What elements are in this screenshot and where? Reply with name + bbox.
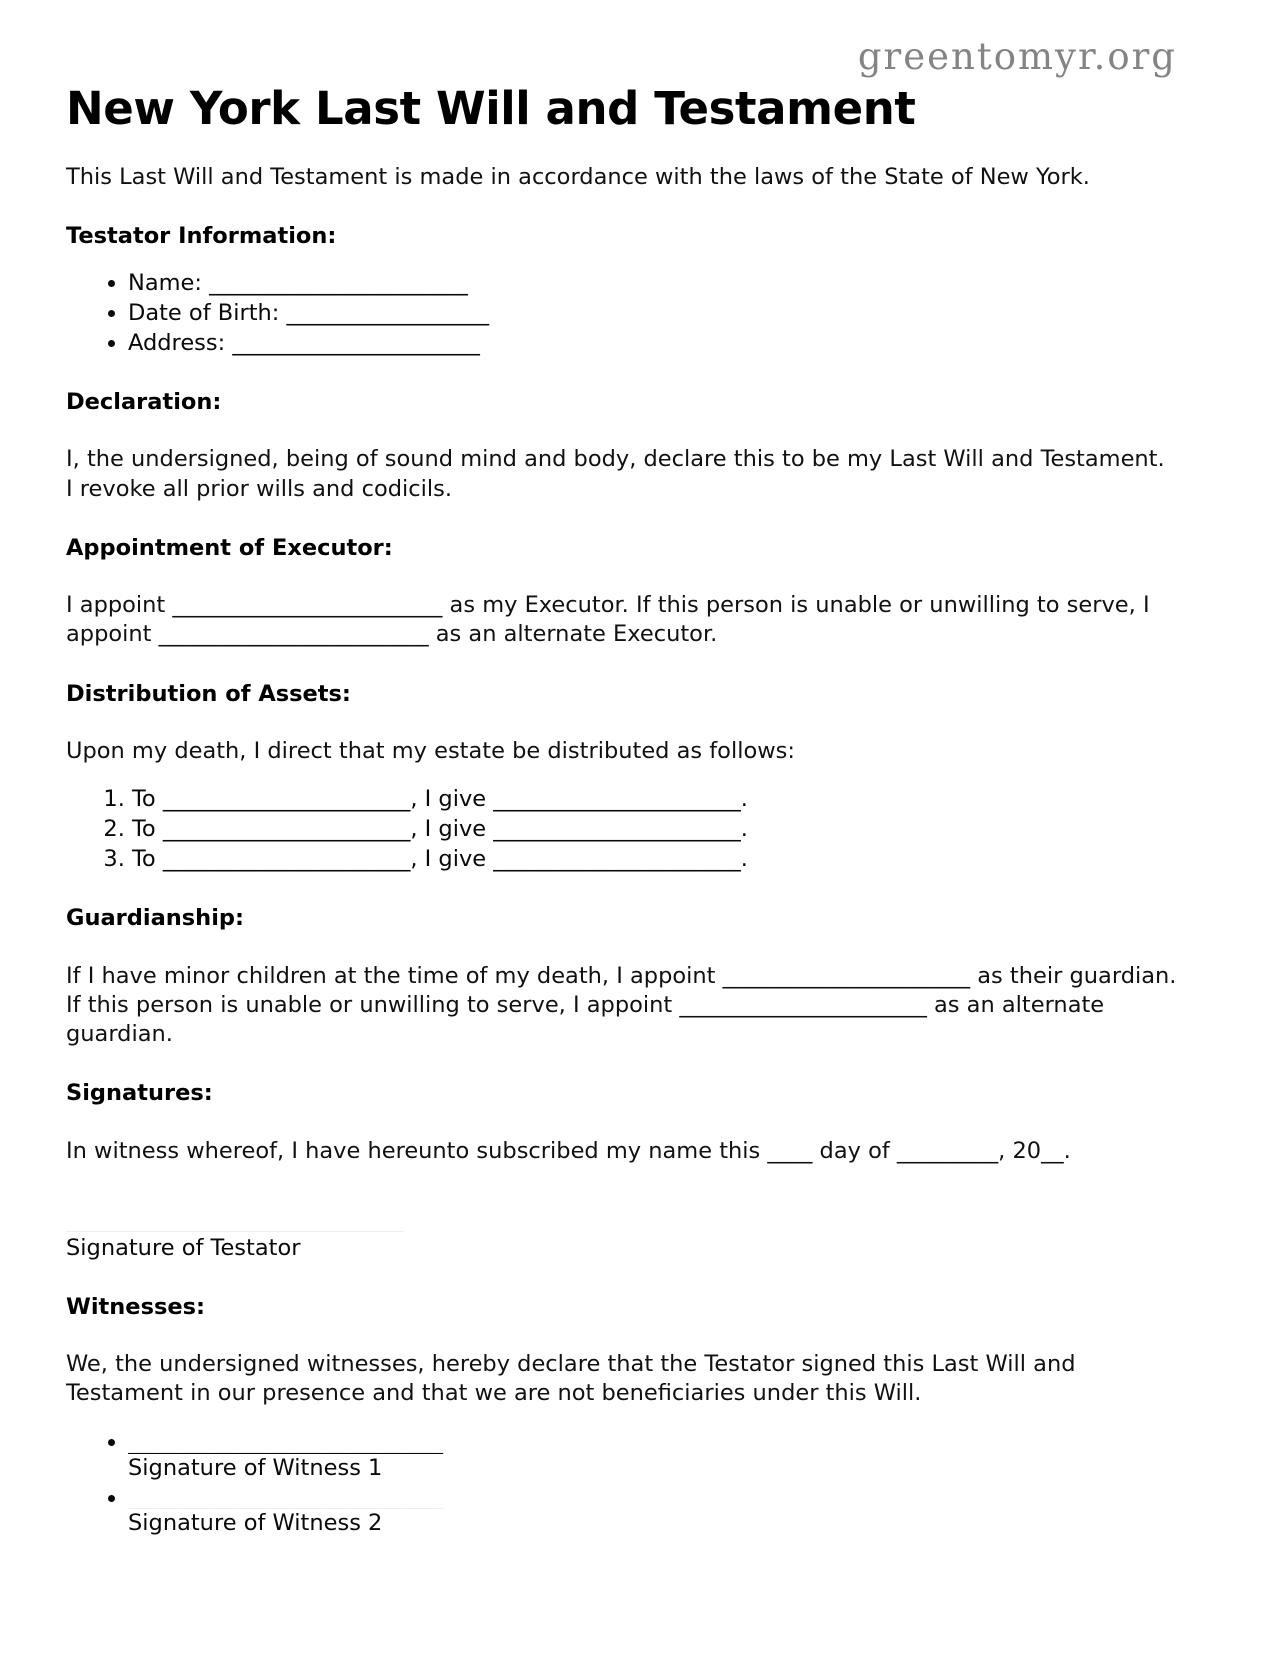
witness-2-signature-caption: Signature of Witness 2 [128,1510,383,1537]
asset-distribution-list [66,784,1177,874]
asset-distribution-entry-2[interactable]: To ______________________, I give ______________________. [132,816,748,843]
asset-distribution-entry-1[interactable]: To ______________________, I give ______________________. [132,786,748,813]
list-item [128,298,1177,328]
list-item [132,844,1177,874]
distribution-paragraph: Upon my death, I direct that my estate be distributed as follows: [66,737,795,764]
testator-signature-line[interactable]: ______________________________ [66,1209,404,1233]
list-item [128,328,1177,358]
section-heading-witnesses: Witnesses: [66,1293,205,1320]
site-watermark: greentomyr.org [857,35,1177,78]
signature-date-paragraph: In witness whereof, I have hereunto subscribed my name this ____ day of _________, 20__. [66,1137,1071,1164]
testator-signature-caption: Signature of Testator [66,1235,301,1262]
witness-1-signature-caption: Signature of Witness 1 [128,1454,383,1481]
section-heading-guardianship: Guardianship: [66,905,245,932]
witness-2-signature-line[interactable]: • ____________________________ [128,1486,443,1510]
list-item [128,268,1177,298]
testator-signature-block [66,1210,1177,1263]
section-heading-declaration: Declaration: [66,389,222,416]
testator-name-field[interactable]: Name: _______________________ [128,269,468,296]
section-heading-signatures: Signatures: [66,1080,213,1107]
witness-signature-list [66,1428,1177,1537]
section-heading-appointment-of-executor: Appointment of Executor: [66,534,393,561]
list-item [132,784,1177,814]
section-heading-testator-information: Testator Information: [66,223,337,250]
list-item [132,814,1177,844]
guardianship-paragraph: If I have minor children at the time of my death, I appoint ______________________ as their guardian. If this person is unable or unwilling to serve, I appoint ______________________ as an alternate guardian. [66,962,1177,1048]
list-item [128,1428,1177,1482]
testator-information-list [66,268,1177,358]
section-heading-distribution-of-assets: Distribution of Assets: [66,680,351,707]
declaration-paragraph: I, the undersigned, being of sound mind and body, declare this to be my Last Will and Testament. I revoke all prior wills and codicils. [66,446,1165,502]
witnesses-paragraph: We, the undersigned witnesses, hereby declare that the Testator signed this Last Will and Testament in our presence and that we are not beneficiaries under this Will. [66,1350,1076,1407]
list-item [128,1484,1177,1538]
asset-distribution-entry-3[interactable]: To ______________________, I give ______________________. [132,846,748,873]
witness-1-signature-line[interactable]: • ____________________________ [128,1431,443,1454]
testator-dob-field[interactable]: Date of Birth: __________________ [128,299,490,326]
testator-address-field[interactable]: Address: ______________________ [128,329,480,356]
page-title: New York Last Will and Testament [66,82,916,135]
executor-paragraph: I appoint ________________________ as my Executor. If this person is unable or unwilling to serve, I appoint ________________________ as an alternate Executor. [66,592,1150,648]
intro-paragraph: This Last Will and Testament is made in accordance with the laws of the State of New York. [66,164,1090,191]
